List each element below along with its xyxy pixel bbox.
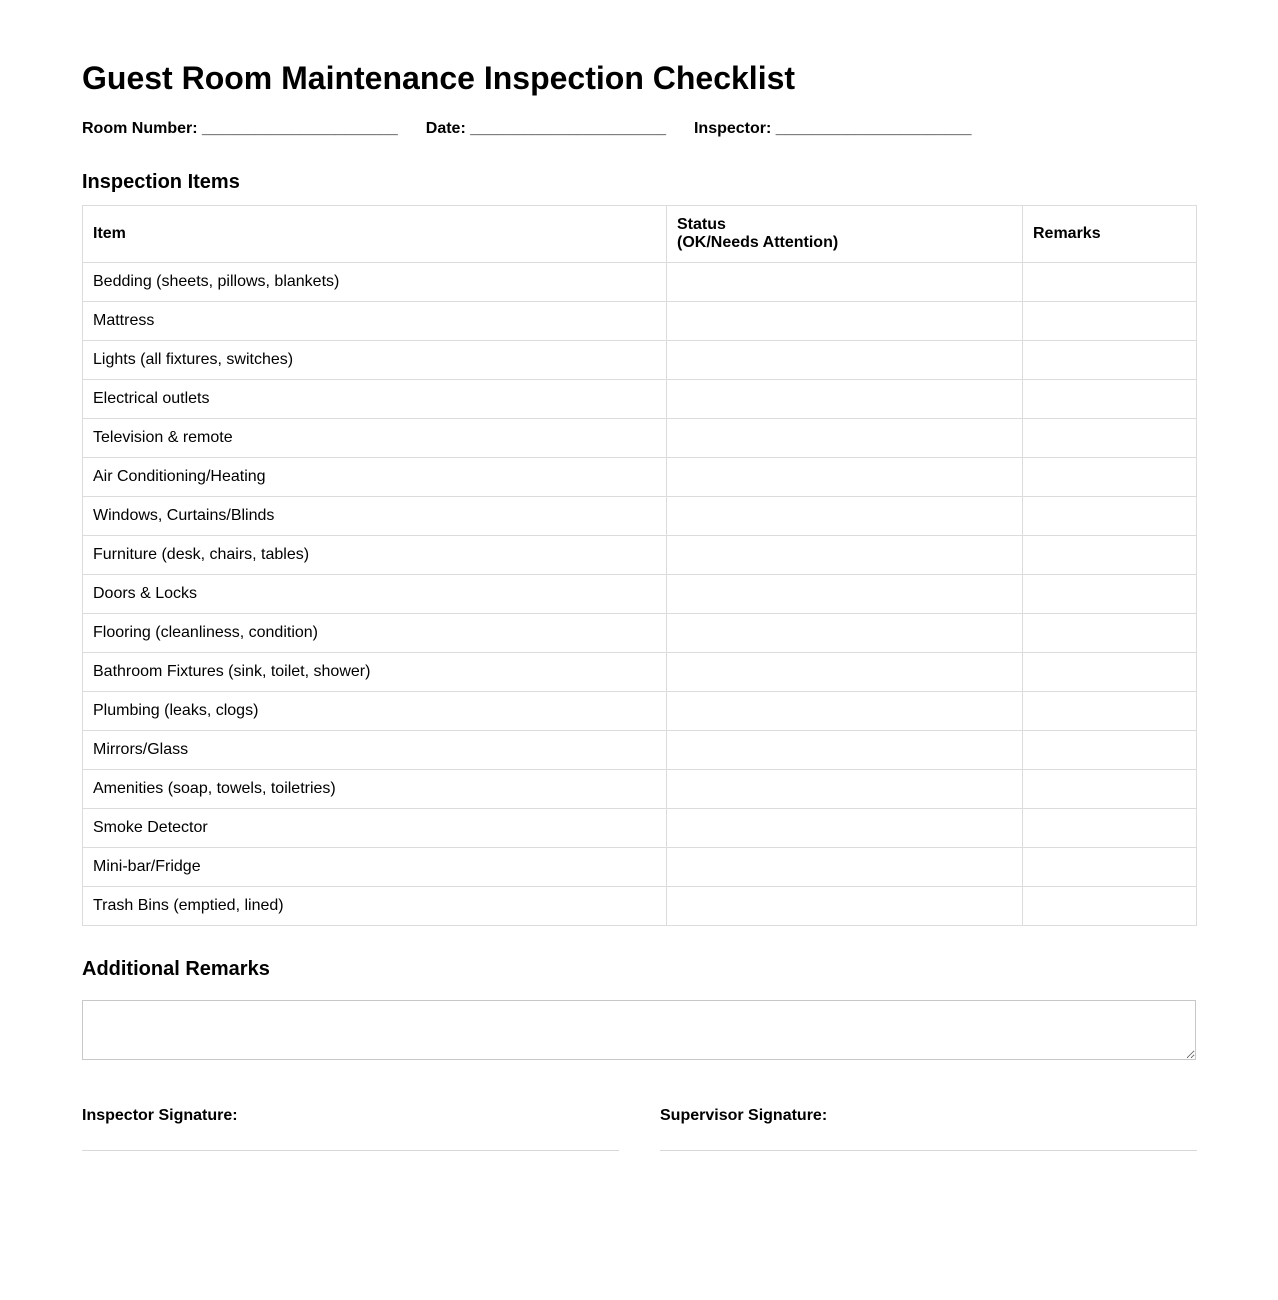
supervisor-signature-block [660, 1106, 1197, 1126]
table-row [83, 302, 1197, 341]
item-cell: Bathroom Fixtures (sink, toilet, shower) [83, 653, 667, 692]
status-cell[interactable] [667, 770, 1023, 809]
table-row [83, 341, 1197, 380]
supervisor-signature-label: Supervisor Signature: [660, 1107, 828, 1124]
item-cell: Flooring (cleanliness, condition) [83, 614, 667, 653]
room-number-field[interactable]: Room Number: ______________________ [82, 120, 398, 137]
status-cell[interactable] [667, 380, 1023, 419]
remarks-cell[interactable] [1023, 341, 1197, 380]
table-row [83, 380, 1197, 419]
item-cell: Television & remote [83, 419, 667, 458]
inspection-items-heading: Inspection Items [82, 171, 240, 193]
status-header-line2: (OK/Needs Attention) [677, 234, 839, 251]
table-row [83, 497, 1197, 536]
table-row [83, 458, 1197, 497]
item-cell: Doors & Locks [83, 575, 667, 614]
item-cell: Amenities (soap, towels, toiletries) [83, 770, 667, 809]
remarks-cell[interactable] [1023, 653, 1197, 692]
status-header-line1: Status [677, 216, 726, 233]
remarks-cell[interactable] [1023, 458, 1197, 497]
remarks-cell[interactable] [1023, 614, 1197, 653]
item-cell: Mini-bar/Fridge [83, 848, 667, 887]
page-title: Guest Room Maintenance Inspection Checklist [82, 60, 796, 96]
supervisor-signature-line[interactable] [660, 1150, 1197, 1151]
status-cell[interactable] [667, 653, 1023, 692]
item-cell: Mattress [83, 302, 667, 341]
item-cell: Smoke Detector [83, 809, 667, 848]
status-cell[interactable] [667, 536, 1023, 575]
column-header-remarks: Remarks [1023, 206, 1197, 263]
remarks-cell[interactable] [1023, 848, 1197, 887]
status-cell[interactable] [667, 614, 1023, 653]
table-row [83, 575, 1197, 614]
remarks-cell[interactable] [1023, 575, 1197, 614]
status-cell[interactable] [667, 809, 1023, 848]
table-row [83, 614, 1197, 653]
inspector-signature-line[interactable] [82, 1150, 619, 1151]
table-row [83, 419, 1197, 458]
table-row [83, 653, 1197, 692]
table-row [83, 692, 1197, 731]
remarks-cell[interactable] [1023, 731, 1197, 770]
item-cell: Furniture (desk, chairs, tables) [83, 536, 667, 575]
status-cell[interactable] [667, 419, 1023, 458]
remarks-cell[interactable] [1023, 497, 1197, 536]
table-row [83, 848, 1197, 887]
remarks-cell[interactable] [1023, 380, 1197, 419]
status-cell[interactable] [667, 692, 1023, 731]
status-cell[interactable] [667, 887, 1023, 926]
item-cell: Windows, Curtains/Blinds [83, 497, 667, 536]
additional-remarks-textarea[interactable] [82, 1000, 1196, 1060]
table-row [83, 731, 1197, 770]
inspector-signature-block [82, 1106, 619, 1126]
table-row [83, 809, 1197, 848]
table-header-row [83, 206, 1197, 263]
table-row [83, 263, 1197, 302]
remarks-cell[interactable] [1023, 263, 1197, 302]
item-cell: Plumbing (leaks, clogs) [83, 692, 667, 731]
item-cell: Mirrors/Glass [83, 731, 667, 770]
remarks-cell[interactable] [1023, 770, 1197, 809]
status-cell[interactable] [667, 575, 1023, 614]
header-fields [82, 119, 972, 139]
remarks-cell[interactable] [1023, 692, 1197, 731]
status-cell[interactable] [667, 341, 1023, 380]
item-cell: Electrical outlets [83, 380, 667, 419]
status-cell[interactable] [667, 302, 1023, 341]
remarks-cell[interactable] [1023, 887, 1197, 926]
remarks-cell[interactable] [1023, 536, 1197, 575]
inspector-field[interactable]: Inspector: ______________________ [693, 120, 972, 137]
remarks-cell[interactable] [1023, 302, 1197, 341]
status-cell[interactable] [667, 848, 1023, 887]
table-row [83, 770, 1197, 809]
item-cell: Air Conditioning/Heating [83, 458, 667, 497]
status-cell[interactable] [667, 458, 1023, 497]
remarks-cell[interactable] [1023, 809, 1197, 848]
status-cell[interactable] [667, 497, 1023, 536]
date-field[interactable]: Date: ______________________ [425, 120, 666, 137]
additional-remarks-heading: Additional Remarks [82, 958, 270, 980]
inspection-table [82, 205, 1197, 926]
inspector-signature-label: Inspector Signature: [82, 1107, 238, 1124]
status-cell[interactable] [667, 263, 1023, 302]
status-cell[interactable] [667, 731, 1023, 770]
item-cell: Bedding (sheets, pillows, blankets) [83, 263, 667, 302]
item-cell: Lights (all fixtures, switches) [83, 341, 667, 380]
item-cell: Trash Bins (emptied, lined) [83, 887, 667, 926]
remarks-cell[interactable] [1023, 419, 1197, 458]
column-header-status [667, 206, 1023, 263]
table-row [83, 536, 1197, 575]
table-row [83, 887, 1197, 926]
column-header-item: Item [83, 206, 667, 263]
